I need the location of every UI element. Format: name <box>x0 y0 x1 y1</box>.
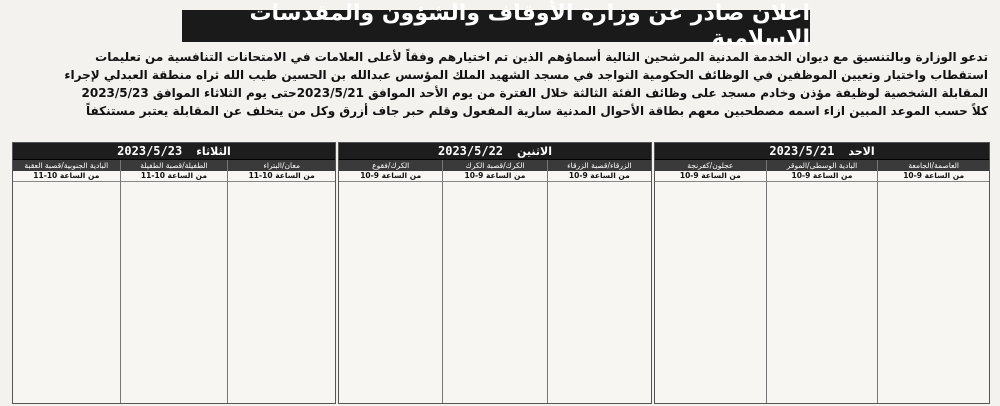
location-header: البادية الجنوبية/قصبة العقبة <box>13 160 120 171</box>
location-column <box>877 160 989 403</box>
announcement-title: اعلان صادر عن وزارة الأوقاف والشؤون والمقدسات الاسلامية <box>182 10 810 42</box>
candidate-list <box>767 182 878 403</box>
day-date: 2023/5/23 <box>117 144 183 158</box>
location-header: الزرقاء/قصبة الزرقاء <box>548 160 651 171</box>
location-column <box>766 160 878 403</box>
time-slot: من الساعة 9-10 <box>339 171 442 182</box>
location-column <box>547 160 651 403</box>
intro-line: كلاً حسب الموعد المبين ازاء اسمه مصطحبين معهم بطاقة الأحوال المدنية سارية المفعول وقلم حبر جاف أزرق وكل من يتخلف عن المقابلة يعتبر مستنكفاً <box>85 104 988 118</box>
candidate-list <box>228 182 335 403</box>
location-header: العاصمة/الجامعة <box>878 160 989 171</box>
intro-paragraph <box>12 48 988 140</box>
time-slot: من الساعة 10-11 <box>228 171 335 182</box>
time-slot: من الساعة 9-10 <box>767 171 878 182</box>
location-header: عجلون/كفرنجة <box>655 160 766 171</box>
location-column <box>13 160 120 403</box>
day-block-sunday <box>654 142 990 404</box>
location-header: معان/البتراء <box>228 160 335 171</box>
intro-line: تدعو الوزارة وبالتنسيق مع ديوان الخدمة المدنية المرشحين التالية أسماؤهم الذين تم اختيارهم وفقاً لأعلى العلامات في الامتحانات التنافسية من تعليمات <box>95 50 988 64</box>
location-header: الكرك/قصبة الكرك <box>443 160 546 171</box>
day-name: الثلاثاء <box>196 144 231 158</box>
intro-line: استقطاب واختيار وتعيين الموظفين في الوظائف الحكومية التواجد في مسجد الشهيد الملك المؤسس عبدالله بن الحسين طيب الله ثراه منطقة العبدلي لإجراء <box>64 68 988 82</box>
candidate-list <box>121 182 228 403</box>
time-slot: من الساعة 9-10 <box>878 171 989 182</box>
day-block-tuesday <box>12 142 336 404</box>
location-header: الكرك/فقوع <box>339 160 442 171</box>
candidate-list <box>443 182 546 403</box>
intro-line: المقابلة الشخصية لوظيفة مؤذن وخادم مسجد على وظائف الفئة الثالثة خلال الفترة من يوم الأحد الموافق 2023/5/21حتى يوم الثلاثاء الموافق 2023/5/23 <box>81 86 988 100</box>
day-name: الاثنين <box>517 144 553 158</box>
day-columns <box>13 160 335 403</box>
time-slot: من الساعة 10-11 <box>121 171 228 182</box>
day-date: 2023/5/22 <box>438 144 504 158</box>
candidate-list <box>548 182 651 403</box>
location-header: البادية الوسطى/الموقر <box>767 160 878 171</box>
day-date: 2023/5/21 <box>769 144 835 158</box>
day-name: الاحد <box>848 144 875 158</box>
time-slot: من الساعة 9-10 <box>548 171 651 182</box>
candidate-list <box>878 182 989 403</box>
day-columns <box>655 160 989 403</box>
day-header <box>655 143 989 160</box>
time-slot: من الساعة 9-10 <box>443 171 546 182</box>
time-slot: من الساعة 10-11 <box>13 171 120 182</box>
location-header: الطفيلة/قصبة الطفيلة <box>121 160 228 171</box>
day-columns <box>339 160 651 403</box>
day-block-monday <box>338 142 652 404</box>
day-header <box>13 143 335 160</box>
location-column <box>655 160 766 403</box>
location-column <box>339 160 442 403</box>
time-slot: من الساعة 9-10 <box>655 171 766 182</box>
candidate-list <box>339 182 442 403</box>
location-column <box>227 160 335 403</box>
location-column <box>442 160 546 403</box>
candidate-list <box>655 182 766 403</box>
day-header <box>339 143 651 160</box>
location-column <box>120 160 228 403</box>
candidate-list <box>13 182 120 403</box>
